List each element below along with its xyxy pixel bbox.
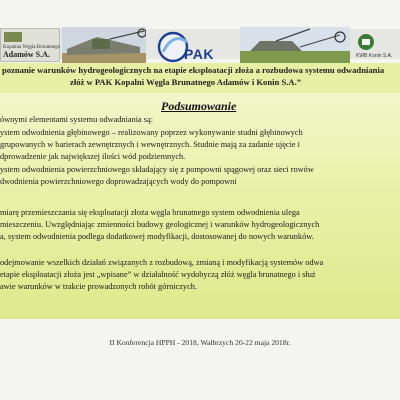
left-logo-caption: Kopalnia Węgla Brunatnego <box>3 45 61 50</box>
summary-line: grupowanych w barierach zewnętrznych i wewnętrznych. Studnie mają za zadanie ujęcie i <box>0 140 300 149</box>
summary-line: odejmowanie wszelkich działań związanych z rozbudową, zmianą i modyfikacją systemów odwa <box>0 258 324 267</box>
summary-line: ównymi elementami systemu odwadniania są: <box>0 115 153 124</box>
kwb-konin-logo <box>356 33 400 59</box>
summary-heading: Podsumowanie <box>161 99 237 113</box>
footer-conference: II Konferencja HPPH - 2018, Wałbrzych 20-22 maja 2018r. <box>109 338 291 347</box>
summary-line: ystem odwodnienia powierzchniowego składający się z pompowni spągowej oraz sieci rowów <box>0 165 314 174</box>
summary-line: mieszczeniu. Uwzględniając zmienności budowy geologicznej i warunków hydrogeologicznych <box>0 220 320 229</box>
right-logo-name: KWB Konin S.A. <box>356 53 393 59</box>
summary-line: a, system odwodnienia podlega dodatkowej modyfikacji, dostosowanej do nowych warunków. <box>0 232 314 241</box>
title-line-2: złóż w PAK Kopalni Węgla Brunatnego Adamów i Konin S.A.” <box>70 77 302 87</box>
summary-panel <box>0 93 400 319</box>
summary-line: awie warunków w trakcie prowadzonych robót górniczych. <box>0 282 197 291</box>
summary-line: dwodnienia powierzchniowego doprowadzających wody do pompowni <box>0 177 237 186</box>
konin-logo-icon <box>356 33 376 51</box>
kwb-adamow-logo <box>0 28 60 62</box>
summary-line: etapie eksploatacji złoża jest „wpisane” w działalność wydobyczą złóż węgla brunatnego i służ <box>0 270 316 279</box>
summary-line: miarę przemieszczania się eksploatacji złoża węgla brunatnego system odwodnienia ulega <box>0 208 300 217</box>
summary-line: dprowadzenie jak największej ilości wód podziemnych. <box>0 152 186 161</box>
mining-excavator-image <box>240 27 350 63</box>
bucket-wheel-excavator-image <box>62 27 146 63</box>
pak-logo-text: PAK <box>184 46 215 62</box>
title-line-1: poznanie warunków hydrogeologicznych na etapie eksploatacji złoża a rozbudowa systemu odwadniania <box>2 65 385 75</box>
left-logo-name: Adamów S.A. <box>3 50 50 59</box>
summary-line: ystem odwodnienia głębinowego – realizowany poprzez wykonywanie studni głębinowych <box>0 128 303 137</box>
title-band <box>0 63 400 93</box>
logo-mark <box>4 32 22 42</box>
